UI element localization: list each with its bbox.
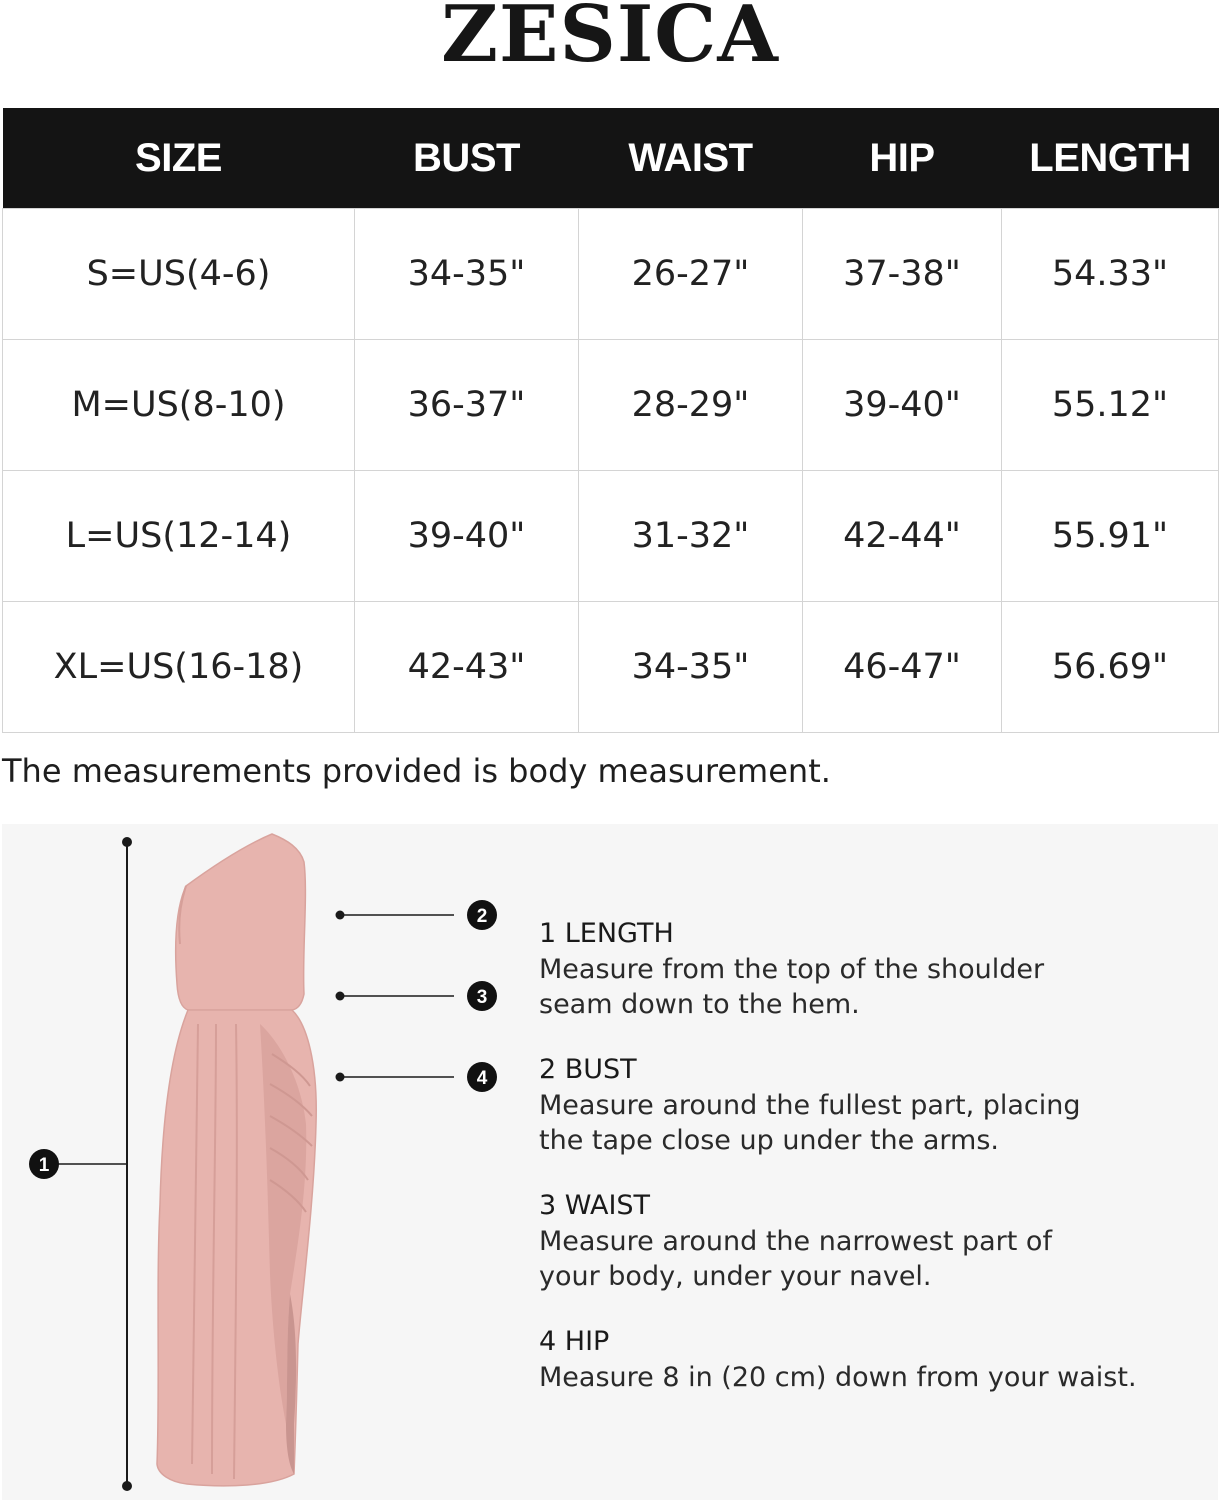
cell-length: 55.91": [1002, 471, 1219, 602]
step-desc-line: Measure around the fullest part, placing: [539, 1090, 1081, 1121]
step-desc-line: seam down to the hem.: [539, 989, 860, 1020]
table-header-row: [3, 108, 1219, 209]
cell-bust: 34-35": [355, 209, 579, 340]
step-bust: [539, 1052, 1179, 1158]
cell-bust: 36-37": [355, 340, 579, 471]
header-length: LENGTH: [1002, 108, 1219, 209]
header-size: SIZE: [3, 108, 355, 209]
header-waist: WAIST: [579, 108, 803, 209]
table-row: [3, 340, 1219, 471]
cell-length: 56.69": [1002, 602, 1219, 733]
step-desc-line: the tape close up under the arms.: [539, 1125, 999, 1156]
svg-text:4: 4: [476, 1068, 488, 1089]
cell-size: M=US(8-10): [3, 340, 355, 471]
table-row: [3, 471, 1219, 602]
cell-hip: 46-47": [803, 602, 1002, 733]
step-desc-line: Measure 8 in (20 cm) down from your waist.: [539, 1362, 1137, 1393]
step-hip: [539, 1324, 1179, 1395]
cell-waist: 31-32": [579, 471, 803, 602]
svg-text:2: 2: [476, 906, 488, 927]
marker-4: [467, 1062, 497, 1092]
header-bust: BUST: [355, 108, 579, 209]
cell-waist: 28-29": [579, 340, 803, 471]
step-desc-line: your body, under your navel.: [539, 1261, 932, 1292]
step-title: 2 BUST: [539, 1054, 637, 1085]
table-row: [3, 209, 1219, 340]
step-title: 4 HIP: [539, 1326, 610, 1357]
step-title: 3 WAIST: [539, 1190, 651, 1221]
step-length: [539, 916, 1179, 1022]
dress-illustration: [157, 834, 316, 1486]
header-hip: HIP: [803, 108, 1002, 209]
cell-hip: 42-44": [803, 471, 1002, 602]
marker-2: [467, 900, 497, 930]
length-line-top-dot: [122, 837, 132, 847]
measurement-guide-panel: [2, 824, 1218, 1500]
marker-1: [29, 1149, 59, 1179]
svg-text:1: 1: [38, 1155, 50, 1176]
measurement-note: The measurements provided is body measurement.: [2, 752, 831, 790]
step-title: 1 LENGTH: [539, 918, 674, 949]
cell-waist: 26-27": [579, 209, 803, 340]
cell-hip: 37-38": [803, 209, 1002, 340]
brand-logo: ZESICA: [441, 0, 779, 80]
step-waist: [539, 1188, 1179, 1294]
cell-bust: 39-40": [355, 471, 579, 602]
marker-3: [467, 981, 497, 1011]
cell-bust: 42-43": [355, 602, 579, 733]
cell-size: L=US(12-14): [3, 471, 355, 602]
size-chart-table: [2, 108, 1219, 733]
svg-text:3: 3: [476, 987, 488, 1008]
length-line-bottom-dot: [122, 1481, 132, 1491]
table-row: [3, 602, 1219, 733]
step-desc-line: Measure from the top of the shoulder: [539, 954, 1045, 985]
cell-size: XL=US(16-18): [3, 602, 355, 733]
measurement-instructions: [539, 916, 1179, 1425]
cell-waist: 34-35": [579, 602, 803, 733]
cell-length: 54.33": [1002, 209, 1219, 340]
cell-length: 55.12": [1002, 340, 1219, 471]
dress-diagram: [2, 824, 532, 1500]
cell-size: S=US(4-6): [3, 209, 355, 340]
cell-hip: 39-40": [803, 340, 1002, 471]
step-desc-line: Measure around the narrowest part of: [539, 1226, 1052, 1257]
